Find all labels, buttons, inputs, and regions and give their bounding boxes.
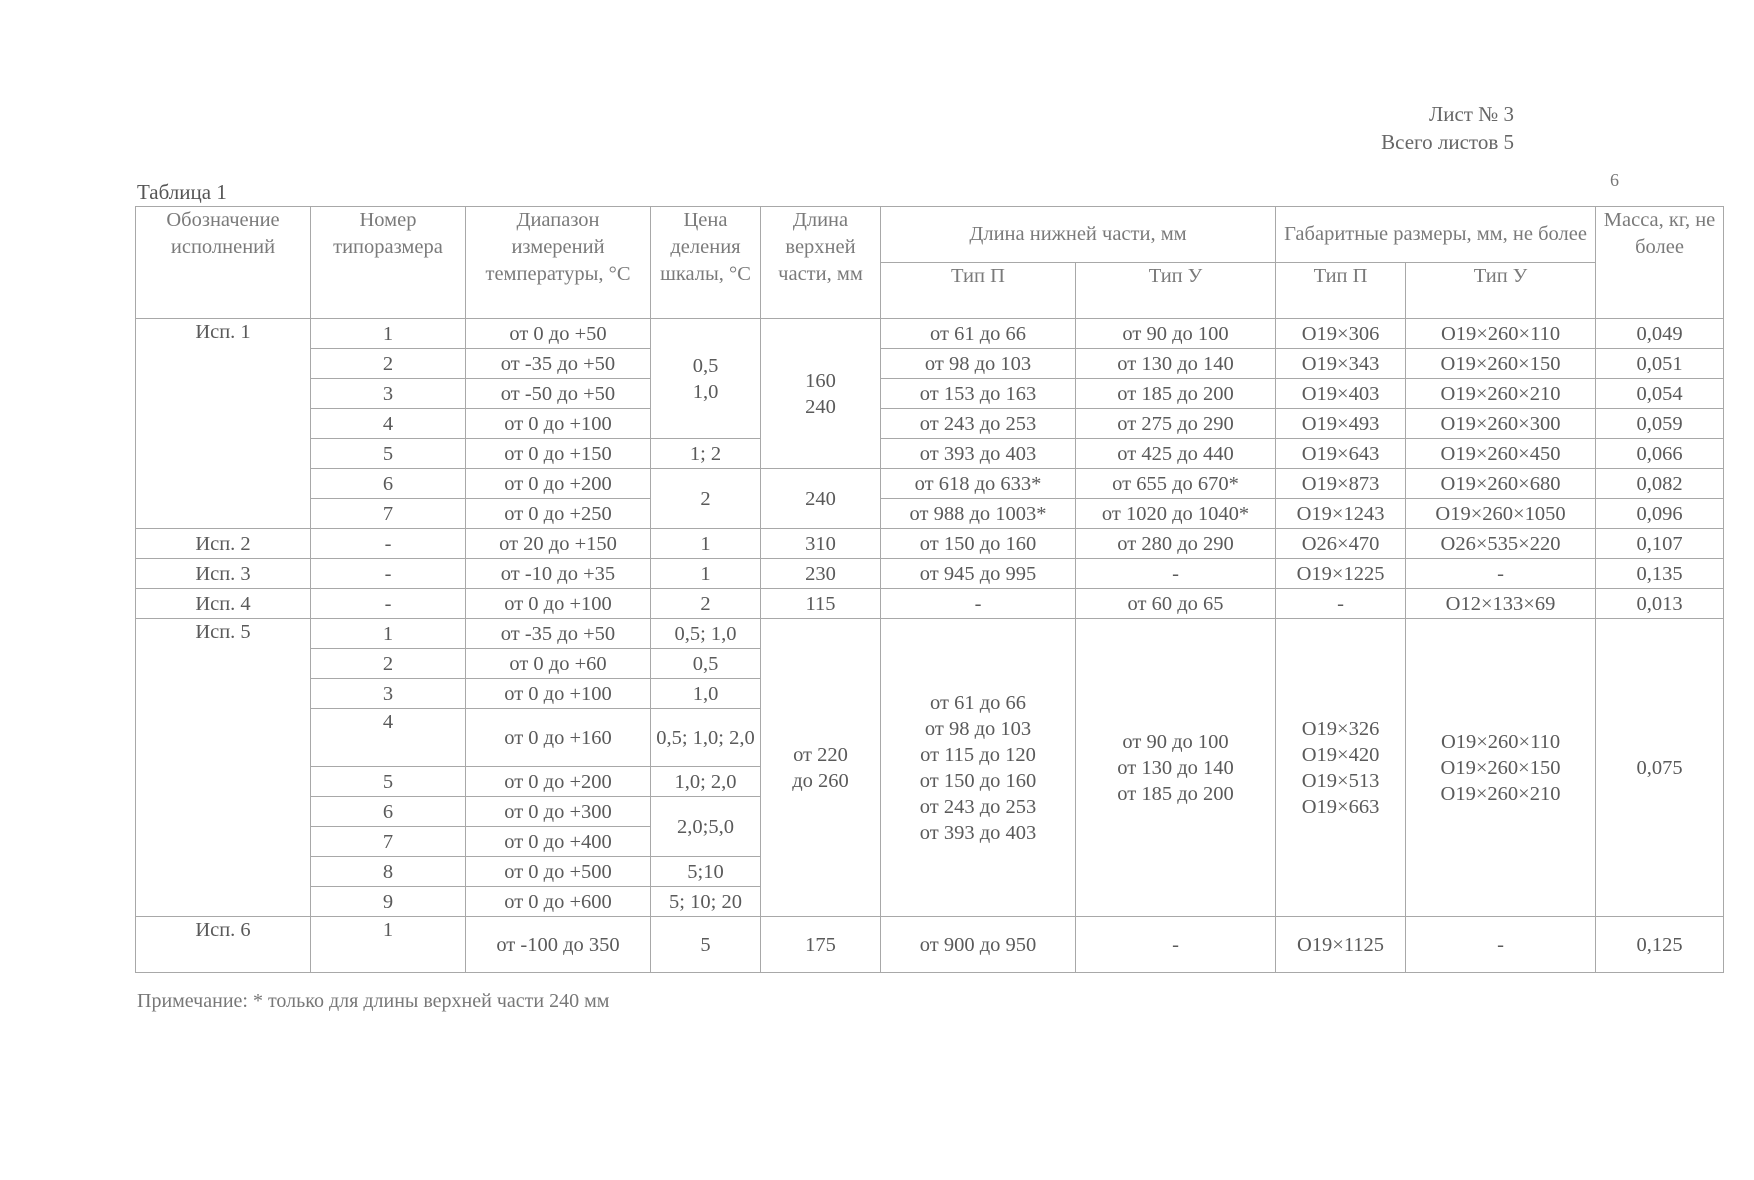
table-cell-size: 2 <box>311 349 466 379</box>
isp3-designation: Исп. 3 <box>136 559 311 589</box>
table-cell-size: 9 <box>311 887 466 917</box>
table-caption: Таблица 1 <box>137 180 227 204</box>
header-mass: Масса, кг, не более <box>1596 207 1724 319</box>
table-cell-dims-p: О19×643 <box>1276 439 1406 469</box>
table-cell-lower-u: от 655 до 670* <box>1076 469 1276 499</box>
table-cell-size: 5 <box>311 439 466 469</box>
table-cell-range: от -100 до 350 <box>466 917 651 973</box>
table-cell-upper: 175 <box>761 917 881 973</box>
table-cell-range: от 0 до +50 <box>466 319 651 349</box>
header-division: Цена деления шкалы, °С <box>651 207 761 319</box>
isp1-designation: Исп. 1 <box>136 319 311 529</box>
table-cell-division: 2,0;5,0 <box>651 797 761 857</box>
table-cell-size: 4 <box>311 409 466 439</box>
table-cell-dims-u: - <box>1406 917 1596 973</box>
table-cell-range: от -50 до +50 <box>466 379 651 409</box>
sheet-total: Всего листов 5 <box>1381 130 1514 154</box>
table-cell-mass: 0,082 <box>1596 469 1724 499</box>
sheet-number: Лист № 3 <box>1428 102 1514 126</box>
table-cell-lower-p: от 61 до 66 <box>881 319 1076 349</box>
table-cell-range: от 0 до +60 <box>466 649 651 679</box>
table-cell-size: 8 <box>311 857 466 887</box>
table-cell-dims-p: О26×470 <box>1276 529 1406 559</box>
table-cell-lower-u: от 90 до 100 <box>1076 319 1276 349</box>
table-cell-lower-u: от 280 до 290 <box>1076 529 1276 559</box>
isp6-designation: Исп. 6 <box>136 917 311 973</box>
table-cell-dims-p: - <box>1276 589 1406 619</box>
table-cell-range: от 0 до +400 <box>466 827 651 857</box>
table-cell-size: 1 <box>311 319 466 349</box>
table-cell-range: от 0 до +160 <box>466 709 651 767</box>
lower-p-values: от 61 до 66 от 98 до 103 от 115 до 120 от 150 до 160 от 243 до 253 от 393 до 403 <box>919 691 1037 844</box>
table-cell-mass: 0,066 <box>1596 439 1724 469</box>
dims-u-values: О19×260×110 О19×260×150 О19×260×210 <box>1440 730 1561 805</box>
table-cell-lower-u: от 185 до 200 <box>1076 379 1276 409</box>
upper-values: от 220 до 260 <box>792 743 849 792</box>
table-cell-dims-p: О19×1225 <box>1276 559 1406 589</box>
division-values: 0,5 1,0 <box>692 354 719 403</box>
table-cell-size: 1 <box>311 619 466 649</box>
table-cell-range: от 0 до +500 <box>466 857 651 887</box>
table-cell-dims-p: О19×1125 <box>1276 917 1406 973</box>
header-lower-type-p: Тип П <box>881 263 1076 319</box>
table-cell-dims-u: О19×260×110 <box>1406 319 1596 349</box>
isp5-designation: Исп. 5 <box>136 619 311 917</box>
table-cell-dims-p: О19×1243 <box>1276 499 1406 529</box>
table-cell-mass: 0,054 <box>1596 379 1724 409</box>
table-cell-mass: 0,051 <box>1596 349 1724 379</box>
table-cell-dims-p: О19×403 <box>1276 379 1406 409</box>
table-cell-dims-u: - <box>1406 559 1596 589</box>
table-cell-dims-u: О19×260×210 <box>1406 379 1596 409</box>
table-cell-division: 1,0; 2,0 <box>651 767 761 797</box>
page-mark: 6 <box>1610 170 1619 190</box>
table-cell-range: от 0 до +100 <box>466 679 651 709</box>
table-cell-lower-p: - <box>881 589 1076 619</box>
table-cell-mass: 0,059 <box>1596 409 1724 439</box>
header-upper-length: Длина верхней части, мм <box>761 207 881 319</box>
sheet-info <box>1381 100 1514 156</box>
table-cell-division: 1,0 <box>651 679 761 709</box>
table-cell-lower-p: от 153 до 163 <box>881 379 1076 409</box>
table-cell-lower-u: от 130 до 140 <box>1076 349 1276 379</box>
specs-table <box>135 206 1724 973</box>
table-cell-size: - <box>311 589 466 619</box>
table-cell-size: 4 <box>311 709 466 767</box>
table-cell-dims-p: О19×493 <box>1276 409 1406 439</box>
isp5-lower-u <box>1076 619 1276 917</box>
table-cell-mass: 0,125 <box>1596 917 1724 973</box>
table-cell-range: от 0 до +200 <box>466 469 651 499</box>
table-cell-size: 7 <box>311 499 466 529</box>
table-cell-lower-p: от 243 до 253 <box>881 409 1076 439</box>
table-cell-dims-p: О19×873 <box>1276 469 1406 499</box>
isp5-mass: 0,075 <box>1596 619 1724 917</box>
isp1-division-a <box>651 319 761 439</box>
header-range: Диапазон измерений температуры, °С <box>466 207 651 319</box>
table-cell-dims-u: О12×133×69 <box>1406 589 1596 619</box>
table-cell-division: 0,5; 1,0 <box>651 619 761 649</box>
table-cell-lower-u: от 275 до 290 <box>1076 409 1276 439</box>
table-cell-range: от -10 до +35 <box>466 559 651 589</box>
table-cell-size: 3 <box>311 379 466 409</box>
table-cell-range: от -35 до +50 <box>466 619 651 649</box>
table-cell-dims-u: О19×260×300 <box>1406 409 1596 439</box>
table-cell-lower-p: от 900 до 950 <box>881 917 1076 973</box>
table-cell-lower-p: от 988 до 1003* <box>881 499 1076 529</box>
table-cell-dims-p: О19×306 <box>1276 319 1406 349</box>
table-cell-dims-u: О19×260×450 <box>1406 439 1596 469</box>
table-cell-division: 0,5; 1,0; 2,0 <box>651 709 761 767</box>
isp1-division-b: 1; 2 <box>651 439 761 469</box>
table-cell-lower-p: от 393 до 403 <box>881 439 1076 469</box>
table-cell-division: 1 <box>651 529 761 559</box>
table-cell-lower-u: от 60 до 65 <box>1076 589 1276 619</box>
table-cell-lower-u: от 1020 до 1040* <box>1076 499 1276 529</box>
table-cell-upper: 115 <box>761 589 881 619</box>
table-cell-lower-p: от 150 до 160 <box>881 529 1076 559</box>
table-cell-division: 2 <box>651 589 761 619</box>
header-dims-type-u: Тип У <box>1406 263 1596 319</box>
table-cell-lower-p: от 98 до 103 <box>881 349 1076 379</box>
table-cell-range: от 20 до +150 <box>466 529 651 559</box>
table-cell-size: 1 <box>311 917 466 973</box>
table-cell-dims-u: О19×260×680 <box>1406 469 1596 499</box>
table-cell-range: от 0 до +300 <box>466 797 651 827</box>
table-cell-mass: 0,096 <box>1596 499 1724 529</box>
isp5-lower-p <box>881 619 1076 917</box>
table-cell-lower-u: - <box>1076 559 1276 589</box>
isp1-upper-a <box>761 319 881 469</box>
header-size: Номер типоразмера <box>311 207 466 319</box>
isp1-division-c: 2 <box>651 469 761 529</box>
table-cell-division: 1 <box>651 559 761 589</box>
upper-values: 160 240 <box>805 369 836 418</box>
header-designation: Обозначение исполнений <box>136 207 311 319</box>
table-cell-size: - <box>311 559 466 589</box>
table-cell-range: от 0 до +100 <box>466 409 651 439</box>
table-cell-dims-u: О19×260×150 <box>1406 349 1596 379</box>
isp5-upper <box>761 619 881 917</box>
table-cell-range: от 0 до +250 <box>466 499 651 529</box>
table-cell-size: 5 <box>311 767 466 797</box>
table-cell-division: 5;10 <box>651 857 761 887</box>
table-cell-size: - <box>311 529 466 559</box>
table-cell-size: 3 <box>311 679 466 709</box>
header-dims-type-p: Тип П <box>1276 263 1406 319</box>
table-cell-division: 0,5 <box>651 649 761 679</box>
table-cell-range: от 0 до +600 <box>466 887 651 917</box>
table-cell-size: 7 <box>311 827 466 857</box>
table-cell-lower-p: от 945 до 995 <box>881 559 1076 589</box>
isp1-upper-b: 240 <box>761 469 881 529</box>
isp5-dims-u <box>1406 619 1596 917</box>
lower-u-values: от 90 до 100 от 130 до 140 от 185 до 200 <box>1117 730 1234 805</box>
table-cell-mass: 0,049 <box>1596 319 1724 349</box>
table-cell-dims-u: О19×260×1050 <box>1406 499 1596 529</box>
isp4-designation: Исп. 4 <box>136 589 311 619</box>
table-cell-range: от 0 до +200 <box>466 767 651 797</box>
header-lower-type-u: Тип У <box>1076 263 1276 319</box>
table-cell-range: от 0 до +100 <box>466 589 651 619</box>
table-cell-division: 5 <box>651 917 761 973</box>
table-cell-range: от 0 до +150 <box>466 439 651 469</box>
table-cell-mass: 0,135 <box>1596 559 1724 589</box>
table-cell-range: от -35 до +50 <box>466 349 651 379</box>
table-cell-mass: 0,013 <box>1596 589 1724 619</box>
table-cell-upper: 310 <box>761 529 881 559</box>
table-cell-dims-p: О19×343 <box>1276 349 1406 379</box>
table-cell-mass: 0,107 <box>1596 529 1724 559</box>
table-cell-size: 6 <box>311 469 466 499</box>
header-lower-length: Длина нижней части, мм <box>881 207 1276 263</box>
table-note: Примечание: * только для длины верхней части 240 мм <box>137 990 610 1012</box>
table-cell-upper: 230 <box>761 559 881 589</box>
isp2-designation: Исп. 2 <box>136 529 311 559</box>
table-cell-size: 2 <box>311 649 466 679</box>
table-cell-dims-u: О26×535×220 <box>1406 529 1596 559</box>
header-dimensions: Габаритные размеры, мм, не более <box>1276 207 1596 263</box>
table-cell-size: 6 <box>311 797 466 827</box>
dims-p-values: О19×326 О19×420 О19×513 О19×663 <box>1301 717 1380 818</box>
table-cell-lower-p: от 618 до 633* <box>881 469 1076 499</box>
table-cell-division: 5; 10; 20 <box>651 887 761 917</box>
table-cell-lower-u: от 425 до 440 <box>1076 439 1276 469</box>
isp5-dims-p <box>1276 619 1406 917</box>
table-cell-lower-u: - <box>1076 917 1276 973</box>
